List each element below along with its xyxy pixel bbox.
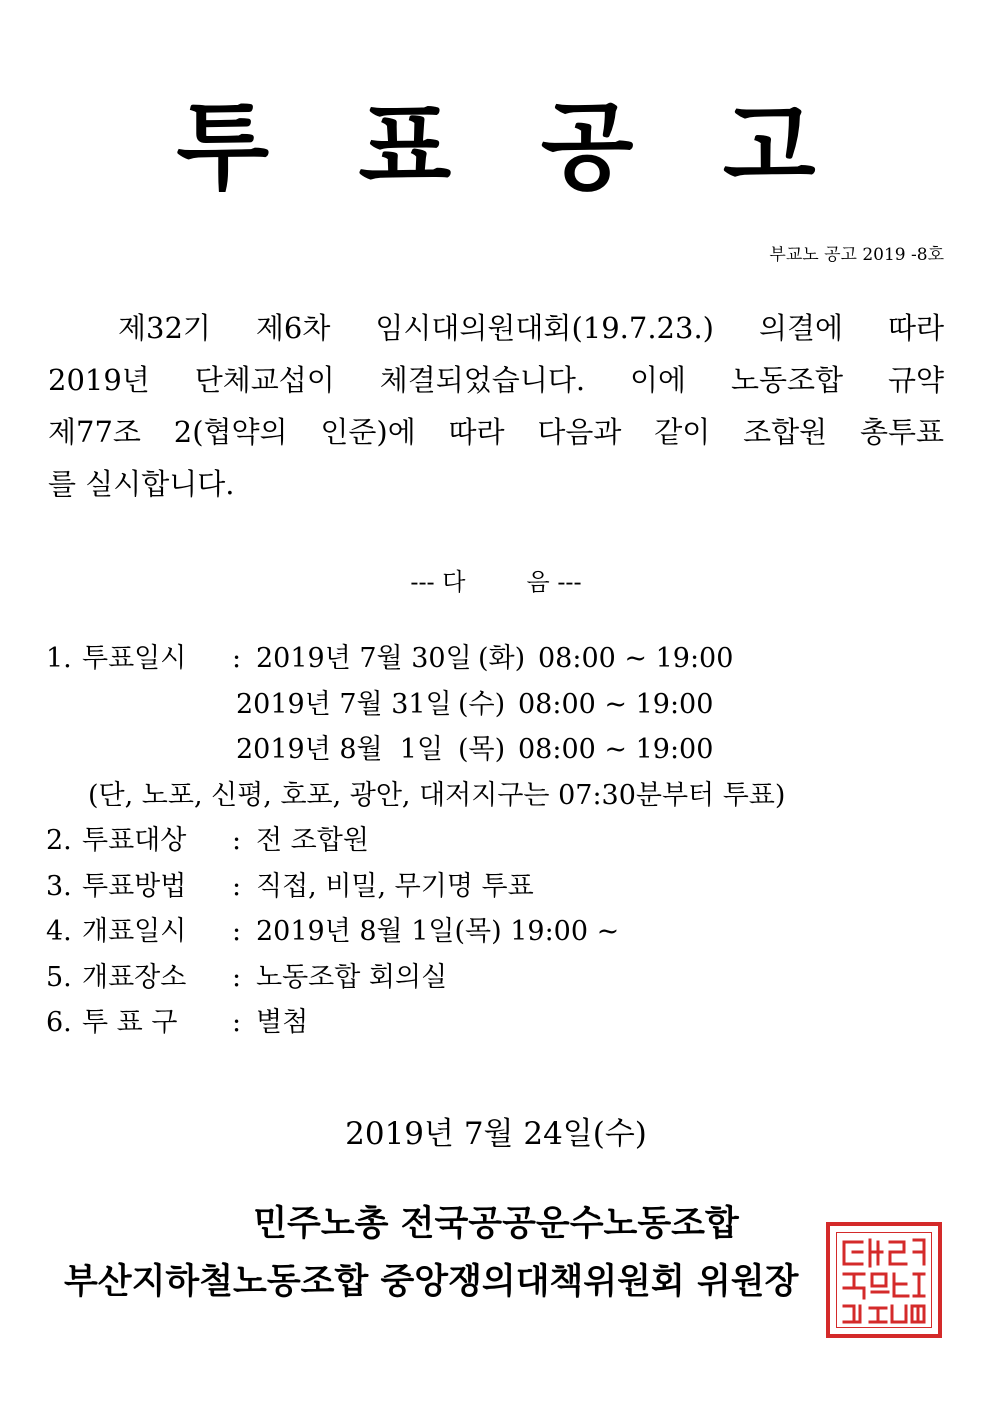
- item-value: 직접, 비밀, 무기명 투표: [256, 870, 534, 902]
- item-vote-datetime-cont-2: [46, 682, 785, 728]
- intro-line-1: 제32기 제6차 임시대의원대회(19.7.23.) 의결에 따라: [118, 311, 944, 345]
- notice-number: 부교노 공고 2019 -8호: [769, 245, 944, 265]
- schedule-row-1: [256, 636, 734, 682]
- item-number: 1.: [46, 643, 72, 674]
- intro-paragraph: [48, 302, 944, 510]
- item-ballot-box: [46, 1000, 785, 1046]
- item-vote-datetime-cont-3: [46, 727, 785, 773]
- intro-line-4: 를 실시합니다.: [48, 467, 235, 501]
- schedule-day: (화): [478, 643, 526, 674]
- seal-pattern-icon: [830, 1226, 938, 1334]
- item-value: 2019년 8월 1일(목) 19:00 ~: [256, 916, 620, 947]
- item-separator: :: [232, 961, 242, 993]
- item-number: 6.: [46, 1007, 72, 1038]
- item-number: 5.: [46, 961, 72, 993]
- item-separator: :: [232, 870, 242, 902]
- schedule-date: 2019년 7월 31일: [236, 688, 452, 720]
- signatory-title: 부산지하철노동조합 중앙쟁의대책위원회 위원장: [64, 1262, 799, 1302]
- schedule-date: 2019년 8월 1일: [236, 734, 444, 765]
- item-number: 2.: [46, 825, 72, 856]
- item-number: 4.: [46, 916, 72, 947]
- item-label: 투표방법: [82, 870, 187, 902]
- item-number: 3.: [46, 870, 72, 902]
- schedule-day: (목): [458, 734, 506, 765]
- schedule-time: 08:00 ~ 19:00: [538, 643, 734, 674]
- intro-line-3: 제77조 2(협약의 인준)에 따라 다음과 같이 조합원 총투표: [48, 415, 944, 449]
- schedule-row-2: [236, 682, 714, 728]
- section-heading-da-eum: --- 다 음 ---: [410, 568, 582, 596]
- item-vote-datetime: [46, 636, 785, 682]
- item-value: 노동조합 회의실: [256, 961, 448, 993]
- schedule-date: 2019년 7월 30일: [256, 643, 472, 674]
- notice-title: 투 표 공 고: [176, 91, 844, 203]
- item-separator: :: [232, 1007, 242, 1038]
- intro-line-2: 2019년 단체교섭이 체결되었습니다. 이에 노동조합 규약: [48, 363, 944, 397]
- schedule-row-3: [236, 727, 714, 773]
- item-label: 투 표 구: [82, 1007, 178, 1038]
- notice-date: 2019년 7월 24일(수): [345, 1116, 647, 1152]
- item-separator: :: [232, 643, 242, 674]
- item-value: 전 조합원: [256, 825, 369, 856]
- vote-note: (단, 노포, 신평, 호포, 광안, 대저지구는 07:30분부터 투표): [88, 779, 786, 811]
- item-value: 별첨: [256, 1007, 309, 1038]
- item-count-datetime: [46, 909, 785, 955]
- item-vote-target: [46, 818, 785, 864]
- official-seal-icon: [826, 1222, 942, 1338]
- schedule-day: (수): [458, 688, 506, 720]
- vote-details-list: [46, 636, 785, 1046]
- schedule-time: 08:00 ~ 19:00: [518, 688, 714, 720]
- item-label: 개표일시: [82, 916, 187, 947]
- schedule-time: 08:00 ~ 19:00: [518, 734, 714, 765]
- item-label: 투표일시: [82, 643, 187, 674]
- item-vote-method: [46, 864, 785, 910]
- item-label: 개표장소: [82, 961, 187, 993]
- organization-name: 민주노총 전국공공운수노동조합: [253, 1204, 739, 1244]
- item-count-place: [46, 955, 785, 1001]
- item-separator: :: [232, 825, 242, 856]
- item-separator: :: [232, 916, 242, 947]
- item-label: 투표대상: [82, 825, 187, 856]
